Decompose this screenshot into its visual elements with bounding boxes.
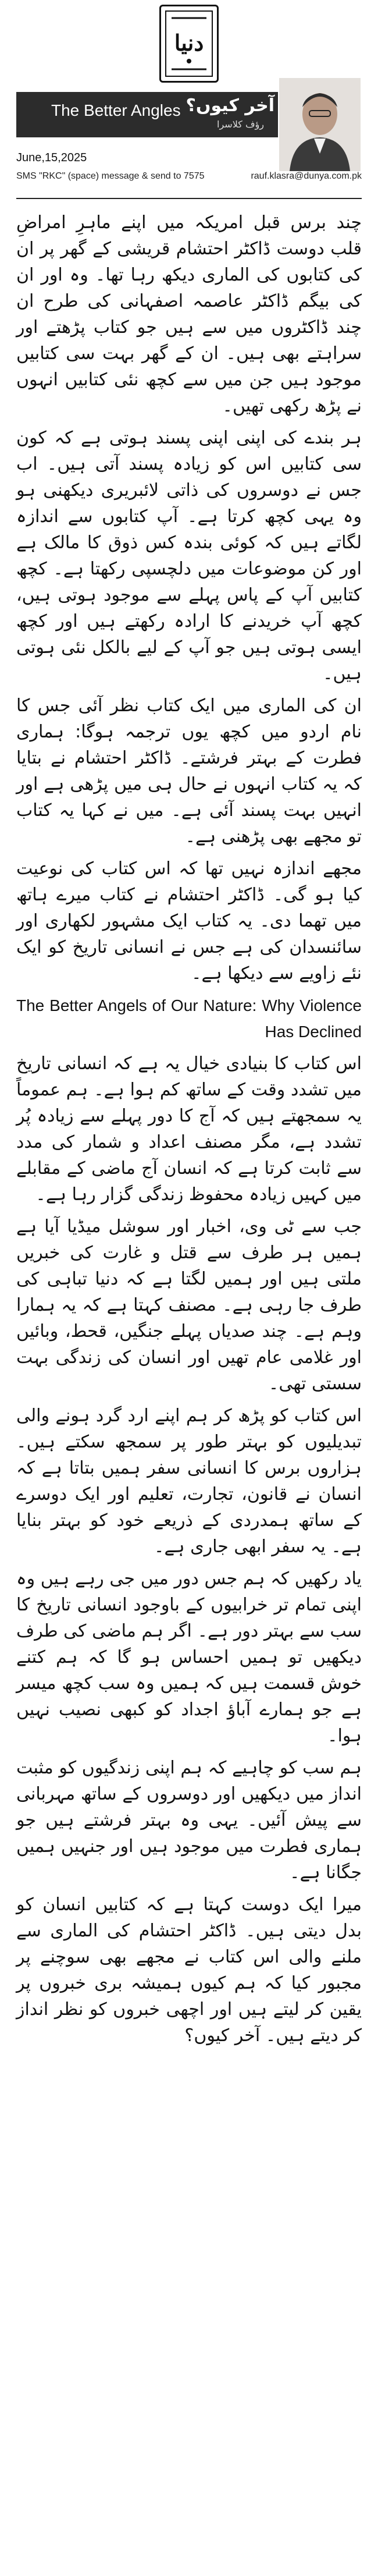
paragraph-10: میرا ایک دوست کہتا ہے کہ کتابیں انسان کو بدل دیتی ہیں۔ ڈاکٹر احتشام کی الماری سے ملنے والی اس کتاب نے مجھے بھی سوچنے پر مجبور کیا کہ ہم کیوں ہمیشہ بری خبروں پر یقین کر لیتے ہیں اور اچھی خبروں کو نظر انداز کر دیتے ہیں۔ آخر کیوں؟ [16,1894,362,2046]
paragraph-9: ہم سب کو چاہیے کہ ہم اپنی زندگیوں کو مثبت انداز میں دیکھیں اور دوسروں کے ساتھ مہربانی سے پیش آئیں۔ یہی وہ بہتر فرشتے ہیں جو ہماری فطرت میں موجود ہیں اور جنہیں ہمیں جگانا ہے۔ [16,1758,362,1883]
paragraph-2: ہر بندے کی اپنی اپنی پسند ہوتی ہے کہ کون سی کتابیں اس کو زیادہ پسند آتی ہیں۔ اب جس نے دوسروں کی ذاتی لائبریری دیکھنی ہو وہ یہی کچھ کرتا ہے۔ آپ کتابوں سے اندازہ لگاتے ہیں کہ کوئی بندہ کس ذوق کا مالک ہے اور کن موضوعات میں دلچسپی رکھتا ہے۔ کچھ کتابیں آپ کے پاس پہلے سے موجود ہوتی ہیں، کچھ آپ خریدنے کا ارادہ رکھتے ہیں اور کچھ ایسی ہوتی ہیں جو آپ کے لیے بالکل نئی ہوتی ہیں۔ [16,428,362,684]
sms-instruction: SMS "RKC" (space) message & send to 7575 [16,171,205,181]
column-title: The Better Angles [51,101,181,119]
masthead [16,0,362,87]
book-title: The Better Angels of Our Nature: Why Violence Has Declined [16,996,362,1041]
author-photo [278,77,362,172]
book-title-line [16,992,362,1045]
author-portrait-icon [279,78,361,171]
paragraph-4: مجھے اندازہ نہیں تھا کہ اس کتاب کی نوعیت کیا ہو گی۔ ڈاکٹر احتشام نے کتاب میرے ہاتھ میں تھما دی۔ یہ کتاب ایک مشہور لکھاری اور سائنسدان کی ہے جس نے انسانی تاریخ کو ایک نئے زاویے سے دیکھا ہے۔ [16,858,362,984]
newspaper-logo [159,5,219,83]
logo-text: دنیا [174,30,204,56]
article-body [16,199,362,2049]
paragraph-6: جب سے ٹی وی، اخبار اور سوشل میڈیا آیا ہے ہمیں ہر طرف سے قتل و غارت کی خبریں ملتی ہیں اور ہمیں لگتا ہے کہ دنیا تباہی کی طرف جا رہی ہے۔ مصنف کہتا ہے کہ یہ ہمارا وہم ہے۔ چند صدیاں پہلے جنگیں، قحط، وبائیں اور غلامی عام تھیں اور انسان کی زندگی بہت سستی تھی۔ [16,1216,362,1394]
paragraph-7: اس کتاب کو پڑھ کر ہم اپنے ارد گرد ہونے والی تبدیلیوں کو بہتر طور پر سمجھ سکتے ہیں۔ ہزاروں برس کا انسانی سفر ہمیں بتاتا ہے کہ انسان نے قانون، تجارت، تعلیم اور ایک دوسرے کے ساتھ ہمدردی کے ذریعے خود کو بہتر بنایا ہے۔ یہ سفر ابھی جاری ہے۔ [16,1406,362,1557]
publish-date: June,15,2025 [16,151,87,164]
author-email[interactable]: rauf.klasra@dunya.com.pk [251,171,362,181]
paragraph-3: ان کی الماری میں ایک کتاب نظر آئی جس کا نام اردو میں کچھ یوں ترجمہ ہوگا: ہماری فطرت کے بہتر فرشتے۔ ڈاکٹر احتشام نے بتایا کہ یہ کتاب انہوں نے حال ہی میں پڑھی ہے اور انہیں بہت پسند آئی ہے۔ میں نے کہا یہ کتاب تو مجھے بھی پڑھنی ہے۔ [16,696,362,847]
contact-row [16,171,362,182]
paragraph-8: یاد رکھیں کہ ہم جس دور میں جی رہے ہیں وہ اپنی تمام تر خرابیوں کے باوجود انسانی تاریخ کا سب سے بہتر دور ہے۔ اگر ہم ماضی کی طرف دیکھیں تو ہمیں احساس ہو گا کہ ہم کتنے خوش قسمت ہیں کہ ہمیں وہ سب کچھ میسر ہے جو ہمارے آباؤ اجداد کو کبھی نصیب نہیں ہوا۔ [16,1569,362,1746]
column-header [16,87,362,199]
author-name: رؤف کلاسرا [217,119,264,130]
paragraph-1: چند برس قبل امریکہ میں اپنے ماہرِ امراضِ قلب دوست ڈاکٹر احتشام قریشی کے گھر پر ان کی کتابوں کی الماری دیکھ رہا تھا۔ وہ اور ان کی بیگم ڈاکٹر عاصمہ اصفہانی کی طرح ان چند ڈاکٹروں میں سے ہیں جو کتاب پڑھتے اور سراہتے بھی ہیں۔ ان کے گھر بہت سی کتابیں موجود ہیں جن میں سے کچھ نئی کتابیں انہوں نے پڑھ رکھی تھیں۔ [16,212,362,416]
column-name: آخر کیوں؟ [186,95,274,116]
paragraph-5: اس کتاب کا بنیادی خیال یہ ہے کہ انسانی تاریخ میں تشدد وقت کے ساتھ کم ہوا ہے۔ ہم عموماً یہ سمجھتے ہیں کہ آج کا دور پہلے سے زیادہ پُر تشدد ہے، مگر مصنف اعداد و شمار کی مدد سے ثابت کرتا ہے کہ انسان آج ماضی کے مقابلے میں کہیں زیادہ محفوظ زندگی گزار رہا ہے۔ [16,1053,362,1205]
